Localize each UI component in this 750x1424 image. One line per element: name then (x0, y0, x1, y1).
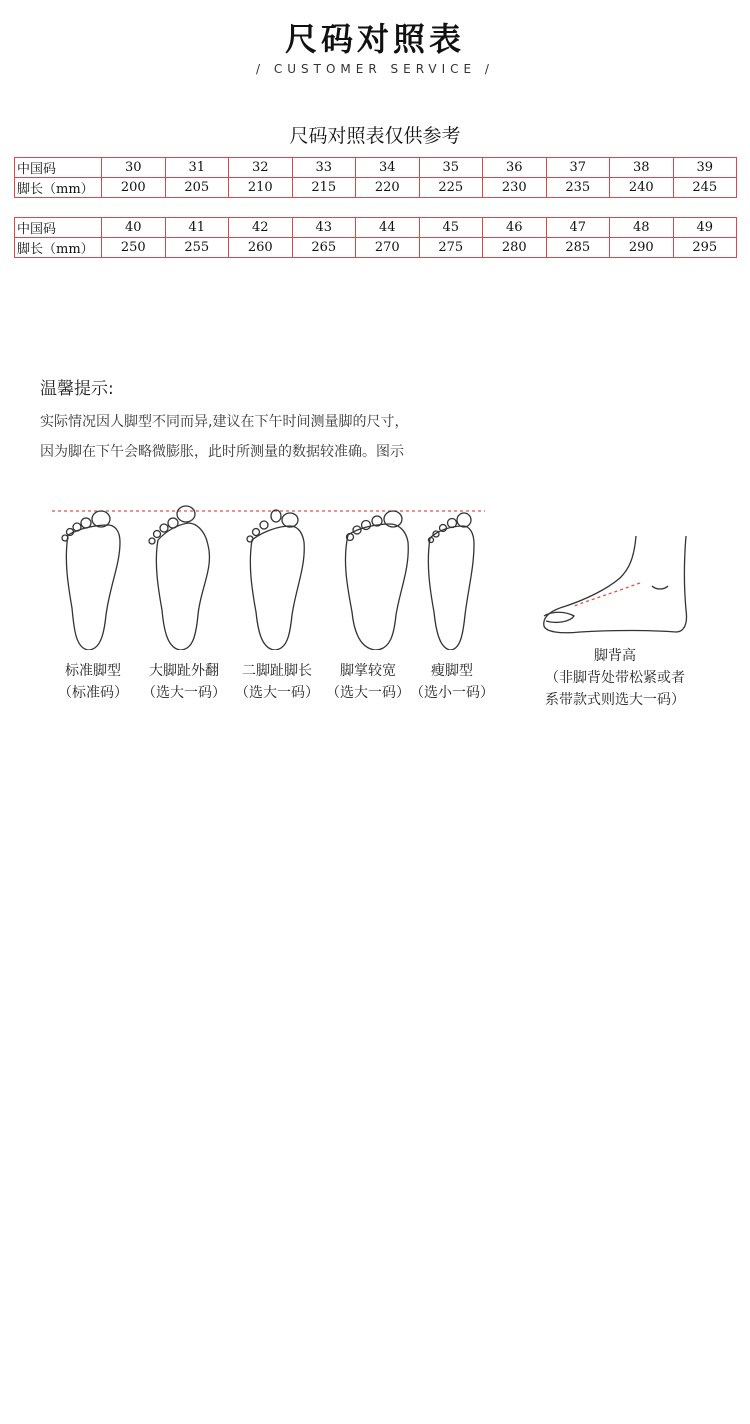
high-instep-caption (530, 645, 700, 711)
table-cell: 200 (102, 178, 166, 198)
foot-type-advice: （选大一码） (326, 685, 410, 701)
table-cell: 46 (483, 218, 547, 238)
high-instep-foot-icon (544, 536, 687, 633)
size-table-1 (14, 157, 737, 198)
foot-type-label: 标准脚型 (65, 663, 121, 679)
table-cell: 230 (483, 178, 547, 198)
tips-title: 温馨提示: (40, 379, 114, 399)
wide-foot-icon (345, 511, 408, 650)
table-cell: 35 (419, 158, 483, 178)
long-second-toe-foot-icon (247, 510, 304, 650)
foot-type-advice: （选大一码） (142, 685, 226, 701)
tips-text: 因为脚在下午会略微膨胀，此时所测量的数据较准确。图示 (40, 444, 404, 460)
foot-type-label: 二脚趾脚长 (242, 663, 312, 679)
table-row-foot-length (15, 238, 737, 258)
foot-type-label: 脚掌较宽 (340, 663, 396, 679)
table-cell: 40 (102, 218, 166, 238)
foot-type-label: 瘦脚型 (431, 663, 473, 679)
table-cell: 210 (229, 178, 293, 198)
table-cell: 32 (229, 158, 293, 178)
table-cell: 48 (610, 218, 674, 238)
table-cell: 37 (546, 158, 610, 178)
table-cell: 44 (356, 218, 420, 238)
table-row-cn-size (15, 158, 737, 178)
table-cell: 47 (546, 218, 610, 238)
table-cell: 235 (546, 178, 610, 198)
table-cell: 45 (419, 218, 483, 238)
table-cell: 245 (673, 178, 737, 198)
page-title: 尺码对照表 (284, 20, 465, 58)
table-cell: 36 (483, 158, 547, 178)
size-chart-title: 尺码对照表仅供参考 (289, 125, 461, 147)
table-cell: 31 (165, 158, 229, 178)
table-cell: 250 (102, 238, 166, 258)
table-cell: 42 (229, 218, 293, 238)
high-instep-advice-line1: （非脚背处带松紧或者 (545, 670, 685, 686)
table-cell: 275 (419, 238, 483, 258)
tips-text: 实际情况因人脚型不同而异,建议在下午时间测量脚的尺寸， (40, 414, 409, 430)
foot-type-label: 大脚趾外翻 (149, 663, 219, 679)
table-cell: 34 (356, 158, 420, 178)
foot-type-caption (397, 660, 507, 704)
foot-type-advice: （标准码） (58, 685, 128, 701)
table-cell: 225 (419, 178, 483, 198)
table-cell: 220 (356, 178, 420, 198)
bunion-foot-icon (149, 506, 209, 650)
table-cell: 43 (292, 218, 356, 238)
foot-type-advice: （选小一码） (410, 685, 494, 701)
table-cell: 260 (229, 238, 293, 258)
table-cell: 295 (673, 238, 737, 258)
slim-foot-icon (428, 513, 474, 650)
table-cell: 41 (165, 218, 229, 238)
table-cell: 49 (673, 218, 737, 238)
table-cell: 38 (610, 158, 674, 178)
table-cell: 285 (546, 238, 610, 258)
table-cell: 290 (610, 238, 674, 258)
table-cell: 270 (356, 238, 420, 258)
foot-illustrations (0, 490, 750, 650)
table-cell: 39 (673, 158, 737, 178)
size-table-2 (14, 217, 737, 258)
table-cell: 280 (483, 238, 547, 258)
row-label: 脚长（mm） (15, 178, 102, 198)
high-instep-label: 脚背高 (594, 648, 636, 664)
row-label: 中国码 (15, 158, 102, 178)
table-cell: 205 (165, 178, 229, 198)
table-cell: 215 (292, 178, 356, 198)
foot-type-advice: （选大一码） (235, 685, 319, 701)
table-cell: 240 (610, 178, 674, 198)
high-instep-advice-line2: 系带款式则选大一码） (545, 692, 685, 708)
standard-foot-icon (62, 511, 120, 650)
table-cell: 33 (292, 158, 356, 178)
row-label: 脚长（mm） (15, 238, 102, 258)
table-row-cn-size (15, 218, 737, 238)
table-cell: 265 (292, 238, 356, 258)
row-label: 中国码 (15, 218, 102, 238)
table-cell: 255 (165, 238, 229, 258)
table-row-foot-length (15, 178, 737, 198)
page-subtitle: / CUSTOMER SERVICE / (256, 62, 494, 76)
table-cell: 30 (102, 158, 166, 178)
